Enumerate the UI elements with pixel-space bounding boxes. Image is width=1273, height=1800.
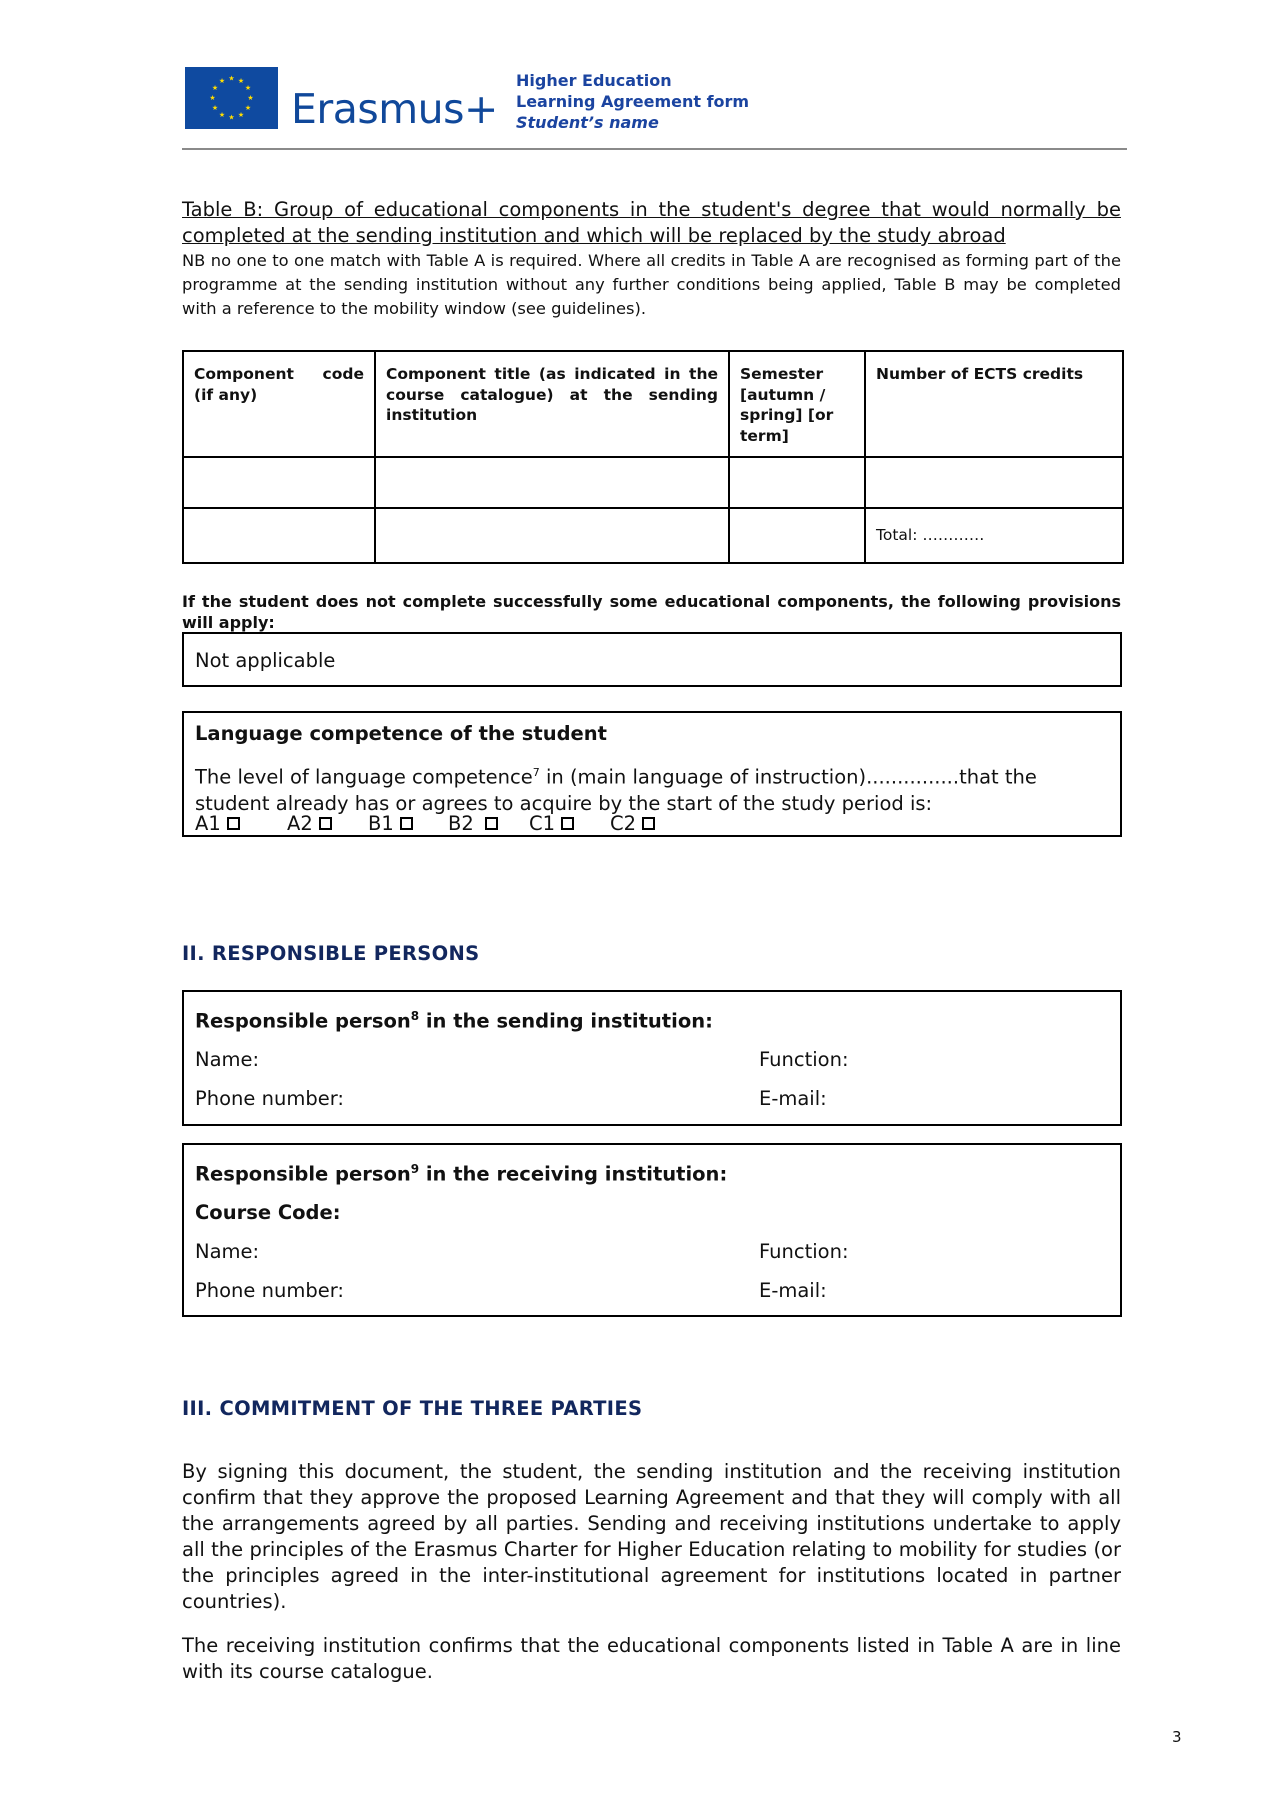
cell-component-code[interactable] — [183, 457, 375, 508]
level-option-c1[interactable]: C1 — [529, 812, 574, 835]
checkbox-icon[interactable] — [642, 817, 655, 830]
cell-semester[interactable] — [729, 457, 865, 508]
provisions-value: Not applicable — [195, 649, 336, 672]
cell-component-title[interactable] — [375, 457, 729, 508]
svg-text:★: ★ — [211, 84, 219, 92]
svg-text:★: ★ — [237, 77, 245, 85]
checkbox-icon[interactable] — [400, 817, 413, 830]
checkbox-icon[interactable] — [227, 817, 240, 830]
svg-text:★: ★ — [218, 111, 226, 119]
receiving-responsible-title: Responsible person$^9$ in the receiving institution: — [195, 1162, 728, 1186]
eu-flag-icon — [185, 67, 278, 129]
header-divider — [182, 148, 1127, 150]
level-option-c2[interactable]: C2 — [610, 812, 655, 835]
level-option-b1[interactable]: B1 — [368, 812, 413, 835]
footnote-ref-7[interactable]: 7 — [532, 766, 540, 779]
column-header-semester: Semester [autumn / spring] [or term] — [729, 351, 865, 457]
table-header-row — [183, 351, 1123, 457]
table-row-total — [183, 508, 1123, 563]
svg-text:★: ★ — [237, 111, 245, 119]
sending-responsible-title: Responsible person$^8$ in the sending institution: — [195, 1009, 713, 1033]
sending-phone-label: Phone number: — [195, 1087, 344, 1110]
svg-text:★: ★ — [228, 74, 235, 83]
language-competence-box — [182, 711, 1122, 837]
header-student-name: Student’s name — [516, 113, 659, 132]
table-b-title: Table B: Group of educational components in the student's degree that would normally be completed at the sending institution and which will be replaced by the study abroad — [182, 198, 1121, 247]
cell-ects-total[interactable]: Total: ………… — [865, 508, 1123, 563]
svg-text:★: ★ — [228, 113, 235, 122]
column-header-component-title: Component title (as indicated in the course catalogue) at the sending institution — [375, 351, 729, 457]
commitment-paragraph-2: The receiving institution confirms that the educational components listed in Table A are in line with its course catalogue. — [182, 1634, 1121, 1683]
cell-component-code[interactable] — [183, 508, 375, 563]
sending-name-label: Name: — [195, 1048, 260, 1071]
receiving-function-label: Function: — [759, 1240, 849, 1263]
language-competence-text: The level of language competence$^7$ in (main language of instruction)...............that the student already has or agrees to acquire by the start of the study period is: — [195, 765, 1037, 815]
level-option-a1[interactable]: A1 — [195, 812, 240, 835]
cell-component-title[interactable] — [375, 508, 729, 563]
page-number: 3 — [1172, 1728, 1182, 1746]
commitment-paragraph-1: By signing this document, the student, the sending institution and the receiving institution confirm that they approve the proposed Learning Agreement and that they will comply with all the arrangements agreed by all parties. Sending and receiving institutions undertake to apply all the principles of the Erasmus Charter for Higher Education relating to mobility for studies (or the principles agreed in the inter-institutional agreement for institutions located in partner countries). — [182, 1460, 1121, 1613]
level-option-a2[interactable]: A2 — [287, 812, 332, 835]
level-option-b2[interactable]: B2 — [448, 812, 498, 835]
svg-text:★: ★ — [211, 104, 219, 112]
sending-email-label: E-mail: — [759, 1087, 827, 1110]
receiving-phone-label: Phone number: — [195, 1279, 344, 1302]
checkbox-icon[interactable] — [319, 817, 332, 830]
footnote-ref-9[interactable]: 9 — [410, 1162, 420, 1176]
document-header-title — [516, 70, 749, 133]
receiving-name-label: Name: — [195, 1240, 260, 1263]
receiving-course-code-label: Course Code: — [195, 1201, 341, 1224]
cell-ects-credits[interactable] — [865, 457, 1123, 508]
provisions-label: If the student does not complete successfully some educational components, the following provisions will apply: — [182, 592, 1121, 632]
footnote-ref-8[interactable]: 8 — [410, 1009, 420, 1023]
checkbox-icon[interactable] — [485, 817, 498, 830]
table-b — [182, 350, 1124, 564]
section-heading-responsible-persons: II. RESPONSIBLE PERSONS — [182, 942, 480, 965]
header-line-2: Learning Agreement form — [516, 92, 750, 111]
svg-text:★: ★ — [209, 94, 216, 102]
svg-text:★: ★ — [244, 104, 252, 112]
section-heading-commitment: III. COMMITMENT OF THE THREE PARTIES — [182, 1397, 643, 1420]
table-row — [183, 457, 1123, 508]
cell-semester[interactable] — [729, 508, 865, 563]
svg-text:★: ★ — [218, 77, 226, 85]
table-b-note: NB no one to one match with Table A is required. Where all credits in Table A are recognised as forming part of the programme at the sending institution without any further conditions being applied, Table B may be completed with a reference to the mobility window (see guidelines). — [182, 251, 1121, 318]
column-header-ects-credits: Number of ECTS credits — [865, 351, 1123, 457]
provisions-field[interactable] — [182, 632, 1122, 687]
sending-function-label: Function: — [759, 1048, 849, 1071]
receiving-email-label: E-mail: — [759, 1279, 827, 1302]
svg-text:★: ★ — [244, 84, 252, 92]
language-competence-title: Language competence of the student — [195, 722, 607, 745]
erasmus-wordmark: Erasmus+ — [291, 85, 498, 133]
column-header-component-code: Component code (if any) — [183, 351, 375, 457]
sending-responsible-person-box — [182, 990, 1122, 1126]
receiving-responsible-person-box — [182, 1143, 1122, 1317]
header-line-1: Higher Education — [516, 71, 672, 90]
checkbox-icon[interactable] — [561, 817, 574, 830]
svg-text:★: ★ — [247, 94, 254, 102]
